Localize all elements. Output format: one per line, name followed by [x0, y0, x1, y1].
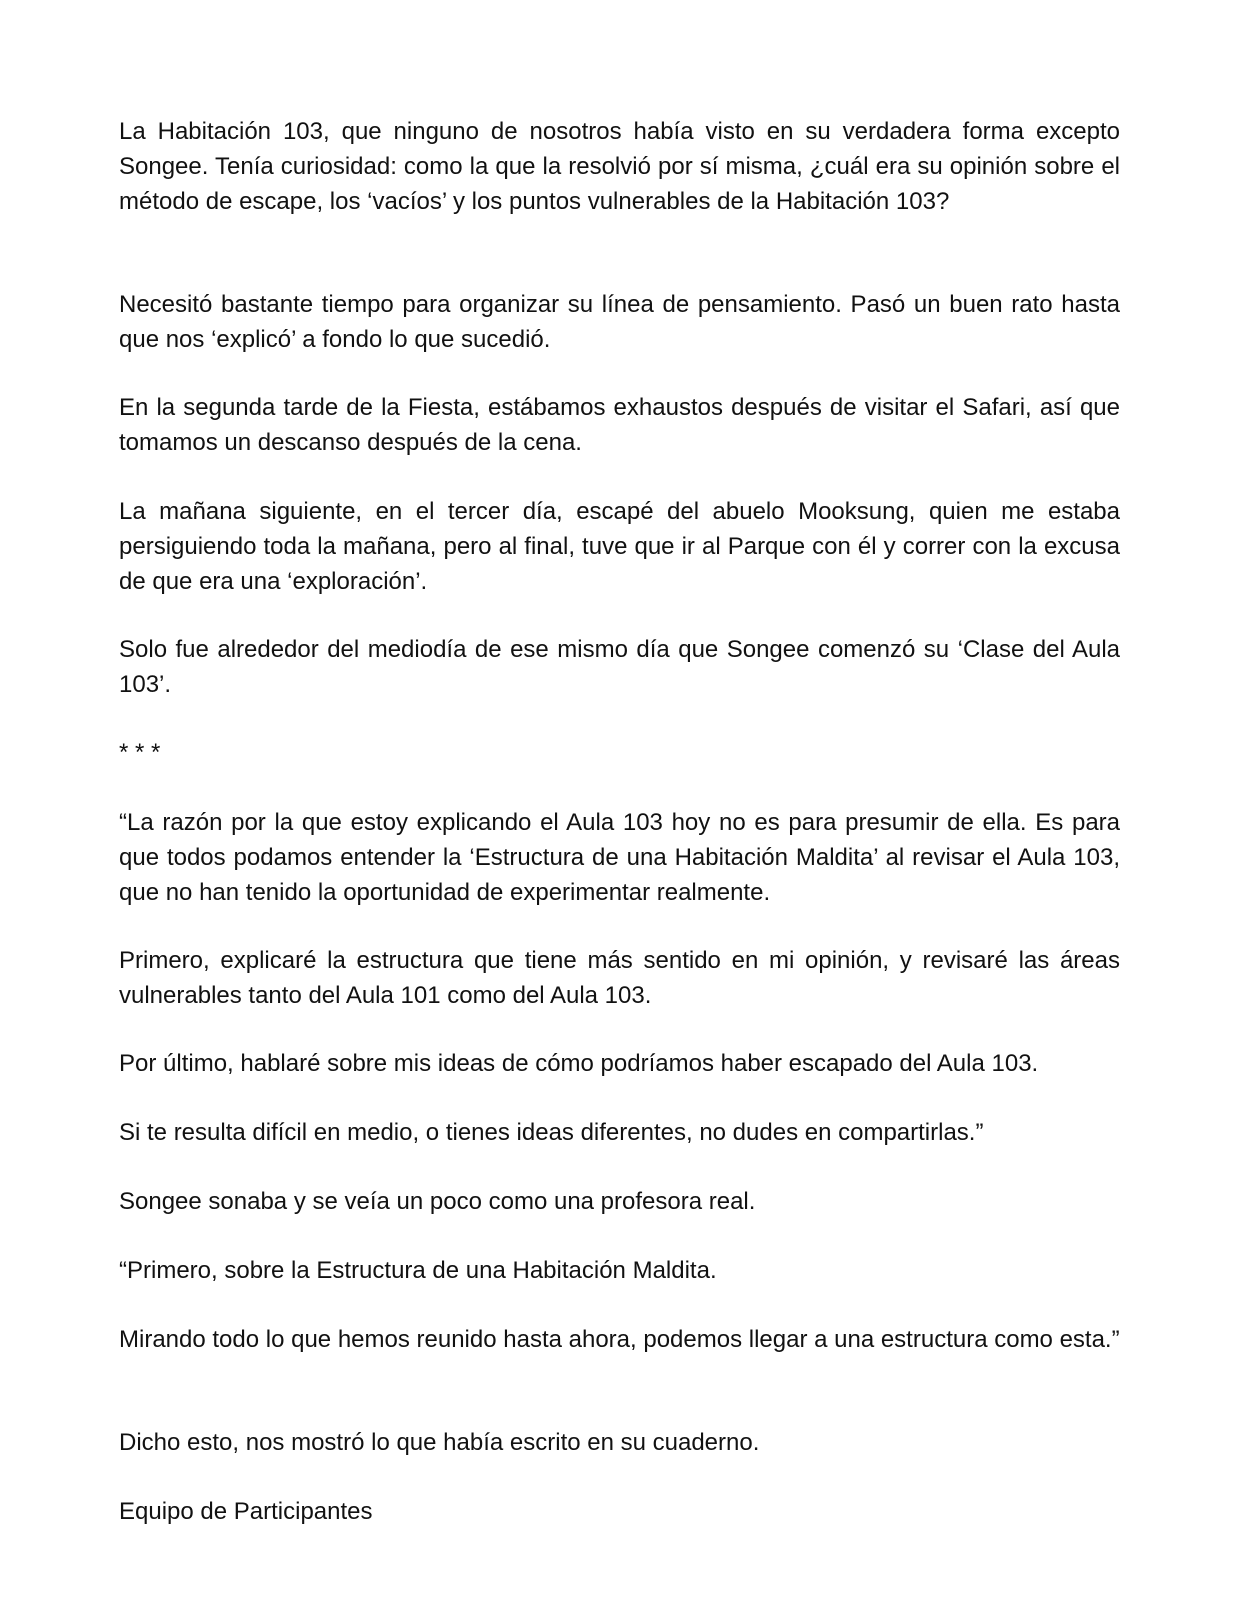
paragraph-room-103-question: La Habitación 103, que ninguno de nosotros había visto en su verdadera forma excepto Songee. Tenía curiosidad: como la que la resolvió por sí misma, ¿cuál era su opinión sobre el método de escape, los ‘vacíos’ y los puntos vulnerables de la Habitación 103? — [119, 118, 1120, 215]
scene-break: * * * — [119, 739, 161, 766]
paragraph-first-structure: Primero, explicaré la estructura que tiene más sentido en mi opinión, y revisaré las áreas vulnerables tanto del Aula 101 como del Aula 103. — [119, 947, 1120, 1009]
paragraph-looking-structure: Mirando todo lo que hemos reunido hasta ahora, podemos llegar a una estructura como esta.” — [119, 1326, 1120, 1353]
heading-participants-team: Equipo de Participantes — [119, 1498, 373, 1525]
paragraph-explanation-time: Necesitó bastante tiempo para organizar su línea de pensamiento. Pasó un buen rato hasta que nos ‘explicó’ a fondo lo que sucedió. — [119, 291, 1120, 353]
paragraph-finally-ideas: Por último, hablaré sobre mis ideas de cómo podríamos haber escapado del Aula 103. — [119, 1050, 1039, 1077]
paragraph-next-morning: La mañana siguiente, en el tercer día, escapé del abuelo Mooksung, quien me estaba persiguiendo toda la mañana, pero al final, tuve que ir al Parque con él y correr con la excusa de que era una ‘exploración’. — [119, 498, 1120, 595]
paragraph-second-afternoon: En la segunda tarde de la Fiesta, estábamos exhaustos después de visitar el Safari, así que tomamos un descanso después de la cena. — [119, 394, 1120, 456]
paragraph-cursed-room-structure: “Primero, sobre la Estructura de una Habitación Maldita. — [119, 1257, 717, 1284]
paragraph-difficult-share: Si te resulta difícil en medio, o tienes ideas diferentes, no dudes en compartirlas.” — [119, 1119, 984, 1146]
paragraph-showed-notebook: Dicho esto, nos mostró lo que había escrito en su cuaderno. — [119, 1429, 760, 1456]
paragraph-reason-explaining: “La razón por la que estoy explicando el Aula 103 hoy no es para presumir de ella. Es para que todos podamos entender la ‘Estructura de una Habitación Maldita’ al revisar el Aula 103, que no han tenido la oportunidad de experimentar realmente. — [119, 809, 1120, 906]
paragraph-class-start: Solo fue alrededor del mediodía de ese mismo día que Songee comenzó su ‘Clase del Aula 103’. — [119, 636, 1120, 698]
paragraph-songee-teacher: Songee sonaba y se veía un poco como una profesora real. — [119, 1188, 756, 1215]
